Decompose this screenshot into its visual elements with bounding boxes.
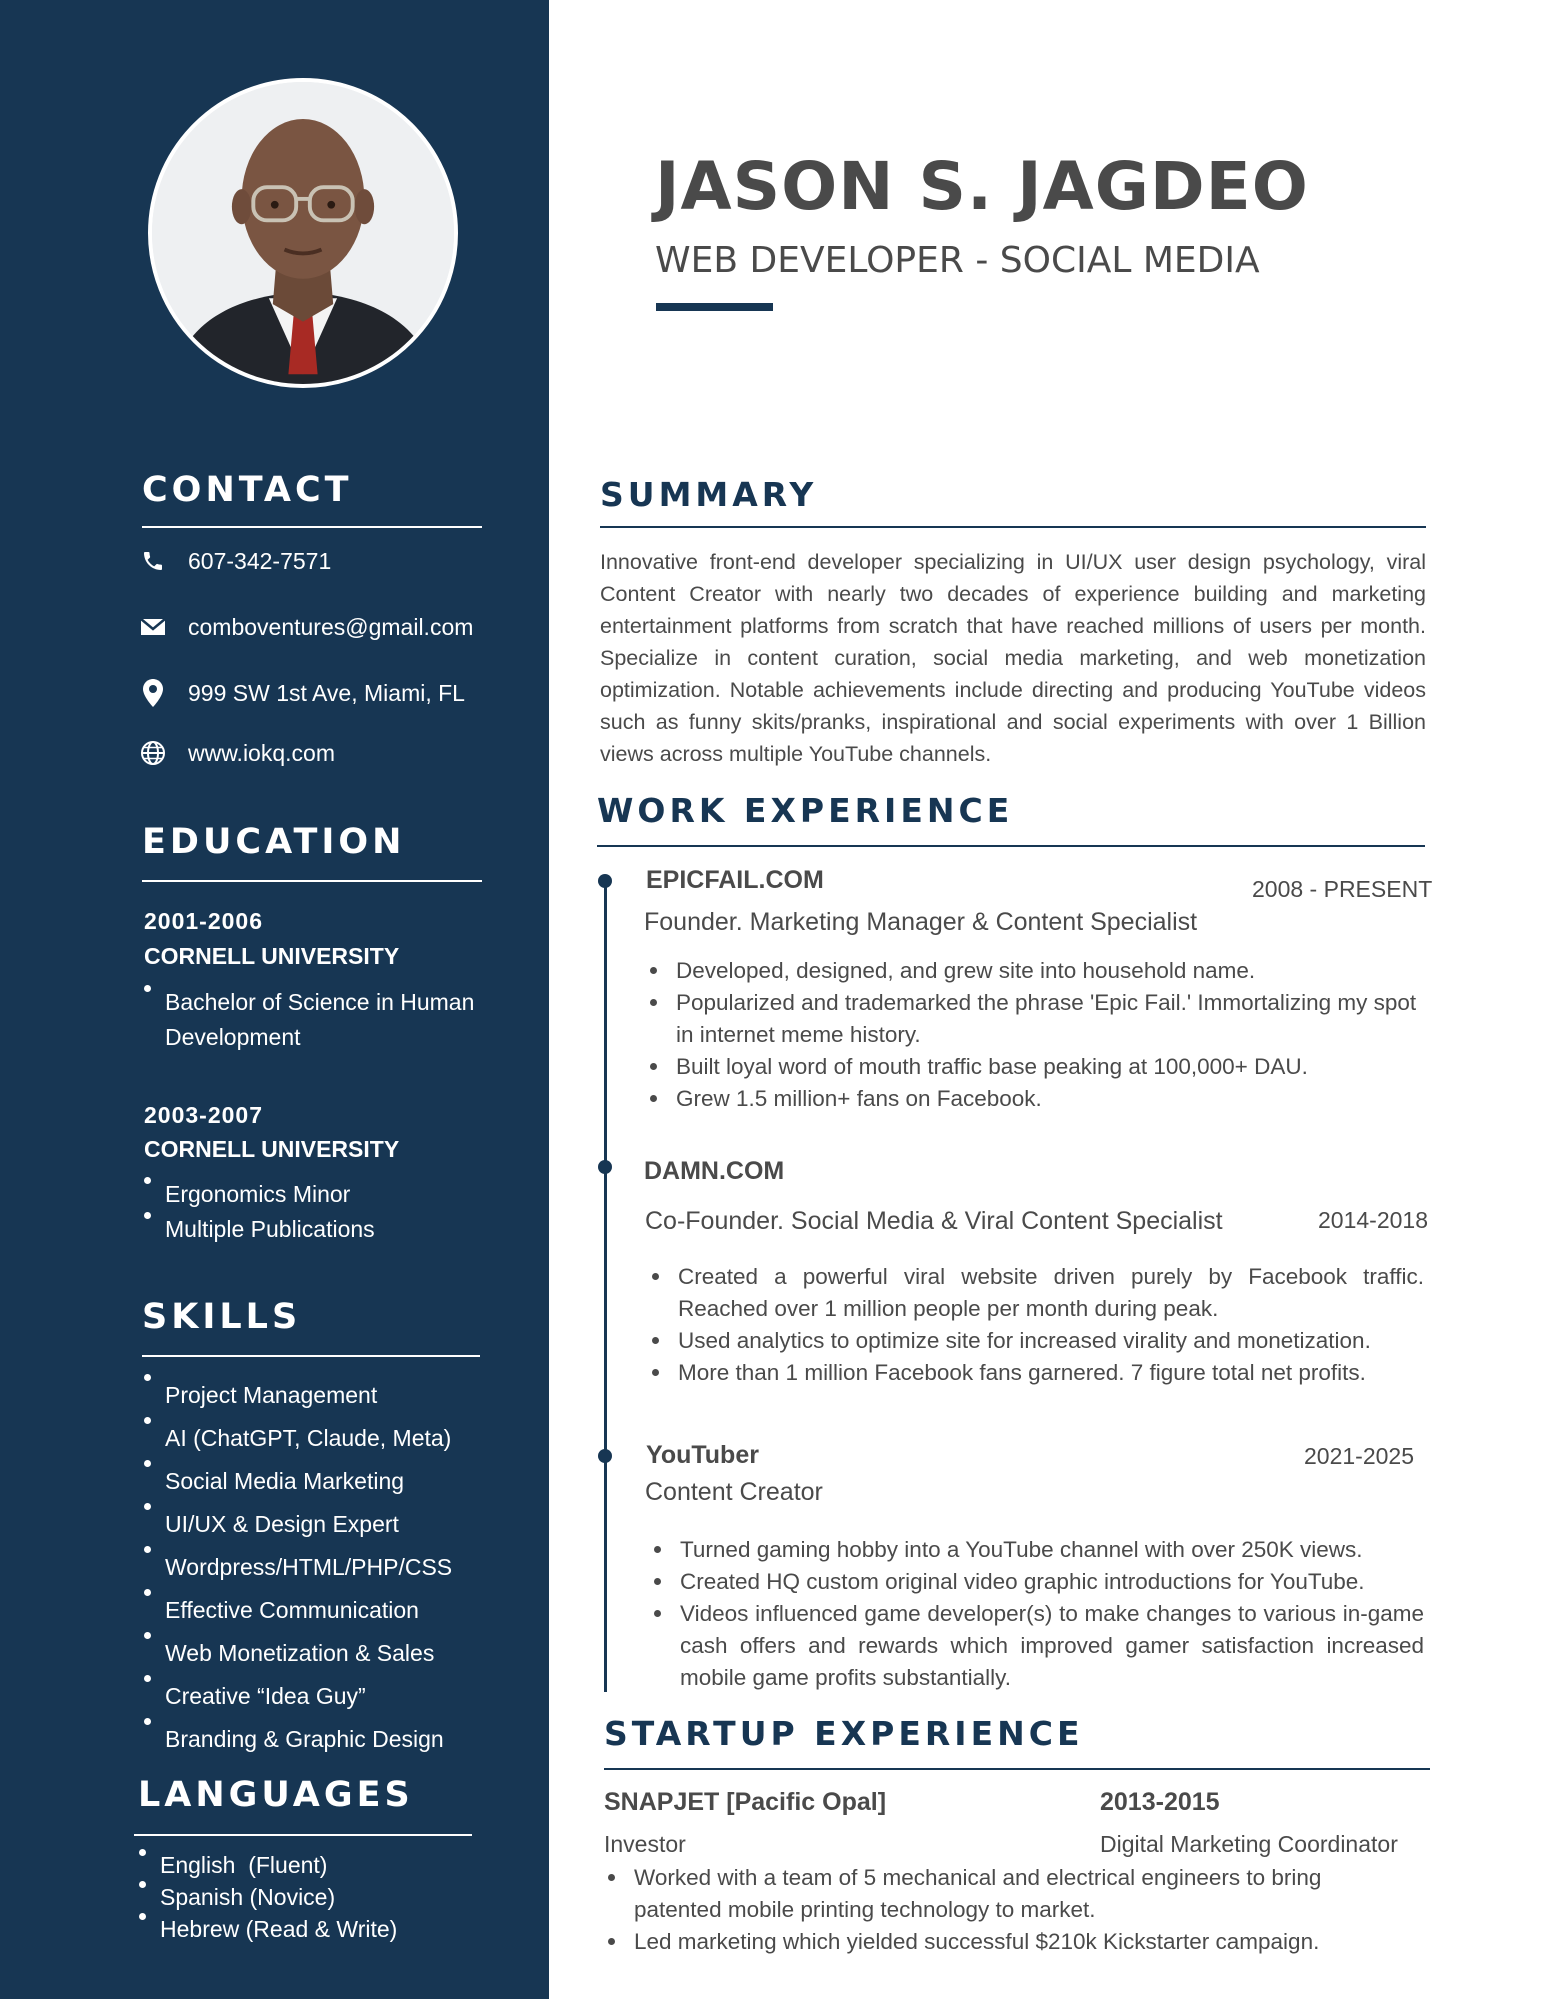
- list-item: Web Monetization & Sales: [144, 1632, 504, 1675]
- person-avatar-icon: [152, 82, 454, 384]
- job-title: WEB DEVELOPER - SOCIAL MEDIA: [655, 240, 1260, 281]
- education-school-1: CORNELL UNIVERSITY: [144, 943, 400, 969]
- contact-website: [136, 738, 335, 768]
- list-item: Spanish (Novice): [139, 1881, 499, 1913]
- job-role-1: Founder. Marketing Manager & Content Specialist: [644, 908, 1198, 936]
- globe-icon: [136, 738, 170, 768]
- job-bullets-2: [648, 1261, 1424, 1389]
- languages-list: [139, 1849, 499, 1945]
- contact-email: [136, 612, 473, 642]
- list-item: Wordpress/HTML/PHP/CSS: [144, 1546, 504, 1589]
- job-dates-1: 2008 - PRESENT: [1252, 876, 1433, 902]
- location-pin-icon: [136, 678, 170, 708]
- startup-role-investor: Investor: [604, 1831, 686, 1857]
- list-item: Turned gaming hobby into a YouTube channel with over 250K views.: [650, 1534, 1424, 1566]
- list-item: Videos influenced game developer(s) to make changes to various in-game cash offers and rewards which improved gamer satisfaction increased mobile game profits substantially.: [650, 1598, 1424, 1694]
- list-item: Built loyal word of mouth traffic base peaking at 100,000+ DAU.: [646, 1051, 1422, 1083]
- list-item: Created a powerful viral website driven purely by Facebook traffic. Reached over 1 million people per month during peak.: [648, 1261, 1424, 1325]
- list-item: Popularized and trademarked the phrase 'Epic Fail.' Immortalizing my spot in internet meme history.: [646, 987, 1422, 1051]
- startup-experience-divider: [604, 1768, 1430, 1770]
- contact-phone: [136, 546, 331, 576]
- startup-role-coordinator: Digital Marketing Coordinator: [1100, 1831, 1398, 1857]
- summary-text: Innovative front-end developer specializing in UI/UX user design psychology, viral Content Creator with nearly two decades of experience building and marketing entertainment platforms from scratch that have reached millions of users per month. Specialize in content curation, social media marketing, and web monetization optimization. Notable achievements include directing and producing YouTube videos such as funny skits/pranks, inspirational and social experiments with over 1 Billion views across multiple YouTube channels.: [600, 550, 1426, 766]
- job-dates-2: 2014-2018: [1318, 1207, 1428, 1233]
- startup-company: SNAPJET [Pacific Opal]: [604, 1788, 887, 1816]
- list-item: UI/UX & Design Expert: [144, 1503, 504, 1546]
- list-item: Ergonomics Minor: [144, 1177, 494, 1212]
- summary-divider: [600, 526, 1426, 528]
- street-address: 999 SW 1st Ave, Miami, FL: [188, 679, 465, 706]
- contact-address: [136, 678, 465, 708]
- list-item: Creative “Idea Guy”: [144, 1675, 504, 1718]
- skills-list: [144, 1374, 504, 1761]
- email-address[interactable]: comboventures@gmail.com: [188, 613, 474, 640]
- timeline-dot: [598, 1449, 612, 1463]
- list-item: Social Media Marketing: [144, 1460, 504, 1503]
- education-years-2: 2003-2007: [144, 1102, 263, 1128]
- contact-divider: [142, 526, 482, 528]
- profile-photo: [148, 78, 458, 388]
- list-item: Created HQ custom original video graphic introductions for YouTube.: [650, 1566, 1424, 1598]
- timeline-dot: [598, 874, 612, 888]
- list-item: Effective Communication: [144, 1589, 504, 1632]
- education-details-2: [144, 1177, 494, 1247]
- job-company-2: DAMN.COM: [644, 1157, 785, 1185]
- timeline-dot: [598, 1160, 612, 1174]
- education-details-1: [144, 985, 494, 1055]
- list-item: More than 1 million Facebook fans garnered. 7 figure total net profits.: [648, 1357, 1424, 1389]
- list-item: Bachelor of Science in Human Development: [144, 985, 494, 1055]
- list-item: Led marketing which yielded successful $210k Kickstarter campaign.: [604, 1926, 1394, 1958]
- list-item: Project Management: [144, 1374, 504, 1417]
- languages-divider: [134, 1834, 472, 1836]
- work-experience-divider: [597, 845, 1425, 847]
- job-bullets-3: [650, 1534, 1424, 1694]
- languages-heading: LANGUAGES: [138, 1775, 414, 1815]
- summary-heading: SUMMARY: [600, 475, 818, 514]
- startup-experience-heading: STARTUP EXPERIENCE: [604, 1714, 1084, 1753]
- education-heading: EDUCATION: [142, 822, 406, 862]
- list-item: Branding & Graphic Design: [144, 1718, 504, 1761]
- phone-number[interactable]: 607-342-7571: [188, 547, 332, 574]
- sidebar: [0, 0, 549, 1999]
- list-item: English (Fluent): [139, 1849, 499, 1881]
- skills-divider: [142, 1355, 480, 1357]
- list-item: Hebrew (Read & Write): [139, 1913, 499, 1945]
- job-company-3: YouTuber: [646, 1441, 759, 1469]
- job-role-3: Content Creator: [645, 1478, 823, 1506]
- job-bullets-1: [646, 955, 1422, 1115]
- envelope-icon: [136, 612, 170, 642]
- list-item: Grew 1.5 million+ fans on Facebook.: [646, 1083, 1422, 1115]
- startup-bullets: [604, 1862, 1394, 1958]
- skills-heading: SKILLS: [142, 1297, 302, 1337]
- education-school-2: CORNELL UNIVERSITY: [144, 1136, 400, 1162]
- education-years-1: 2001-2006: [144, 908, 263, 934]
- list-item: Used analytics to optimize site for increased virality and monetization.: [648, 1325, 1424, 1357]
- list-item: AI (ChatGPT, Claude, Meta): [144, 1417, 504, 1460]
- title-accent-bar: [656, 303, 773, 311]
- list-item: Multiple Publications: [144, 1212, 494, 1247]
- list-item: Worked with a team of 5 mechanical and electrical engineers to bring patented mobile printing technology to market.: [604, 1862, 1394, 1926]
- job-company-1: EPICFAIL.COM: [646, 866, 824, 894]
- contact-heading: CONTACT: [142, 470, 353, 510]
- list-item: Developed, designed, and grew site into household name.: [646, 955, 1422, 987]
- startup-dates: 2013-2015: [1100, 1788, 1220, 1816]
- full-name: JASON S. JAGDEO: [655, 148, 1309, 225]
- job-dates-3: 2021-2025: [1304, 1443, 1414, 1469]
- job-role-2: Co-Founder. Social Media & Viral Content Specialist: [645, 1207, 1223, 1235]
- timeline-line: [604, 880, 607, 1692]
- education-divider: [142, 880, 482, 882]
- phone-icon: [136, 546, 170, 576]
- website-link[interactable]: www.iokq.com: [188, 739, 335, 766]
- work-experience-heading: WORK EXPERIENCE: [597, 791, 1014, 830]
